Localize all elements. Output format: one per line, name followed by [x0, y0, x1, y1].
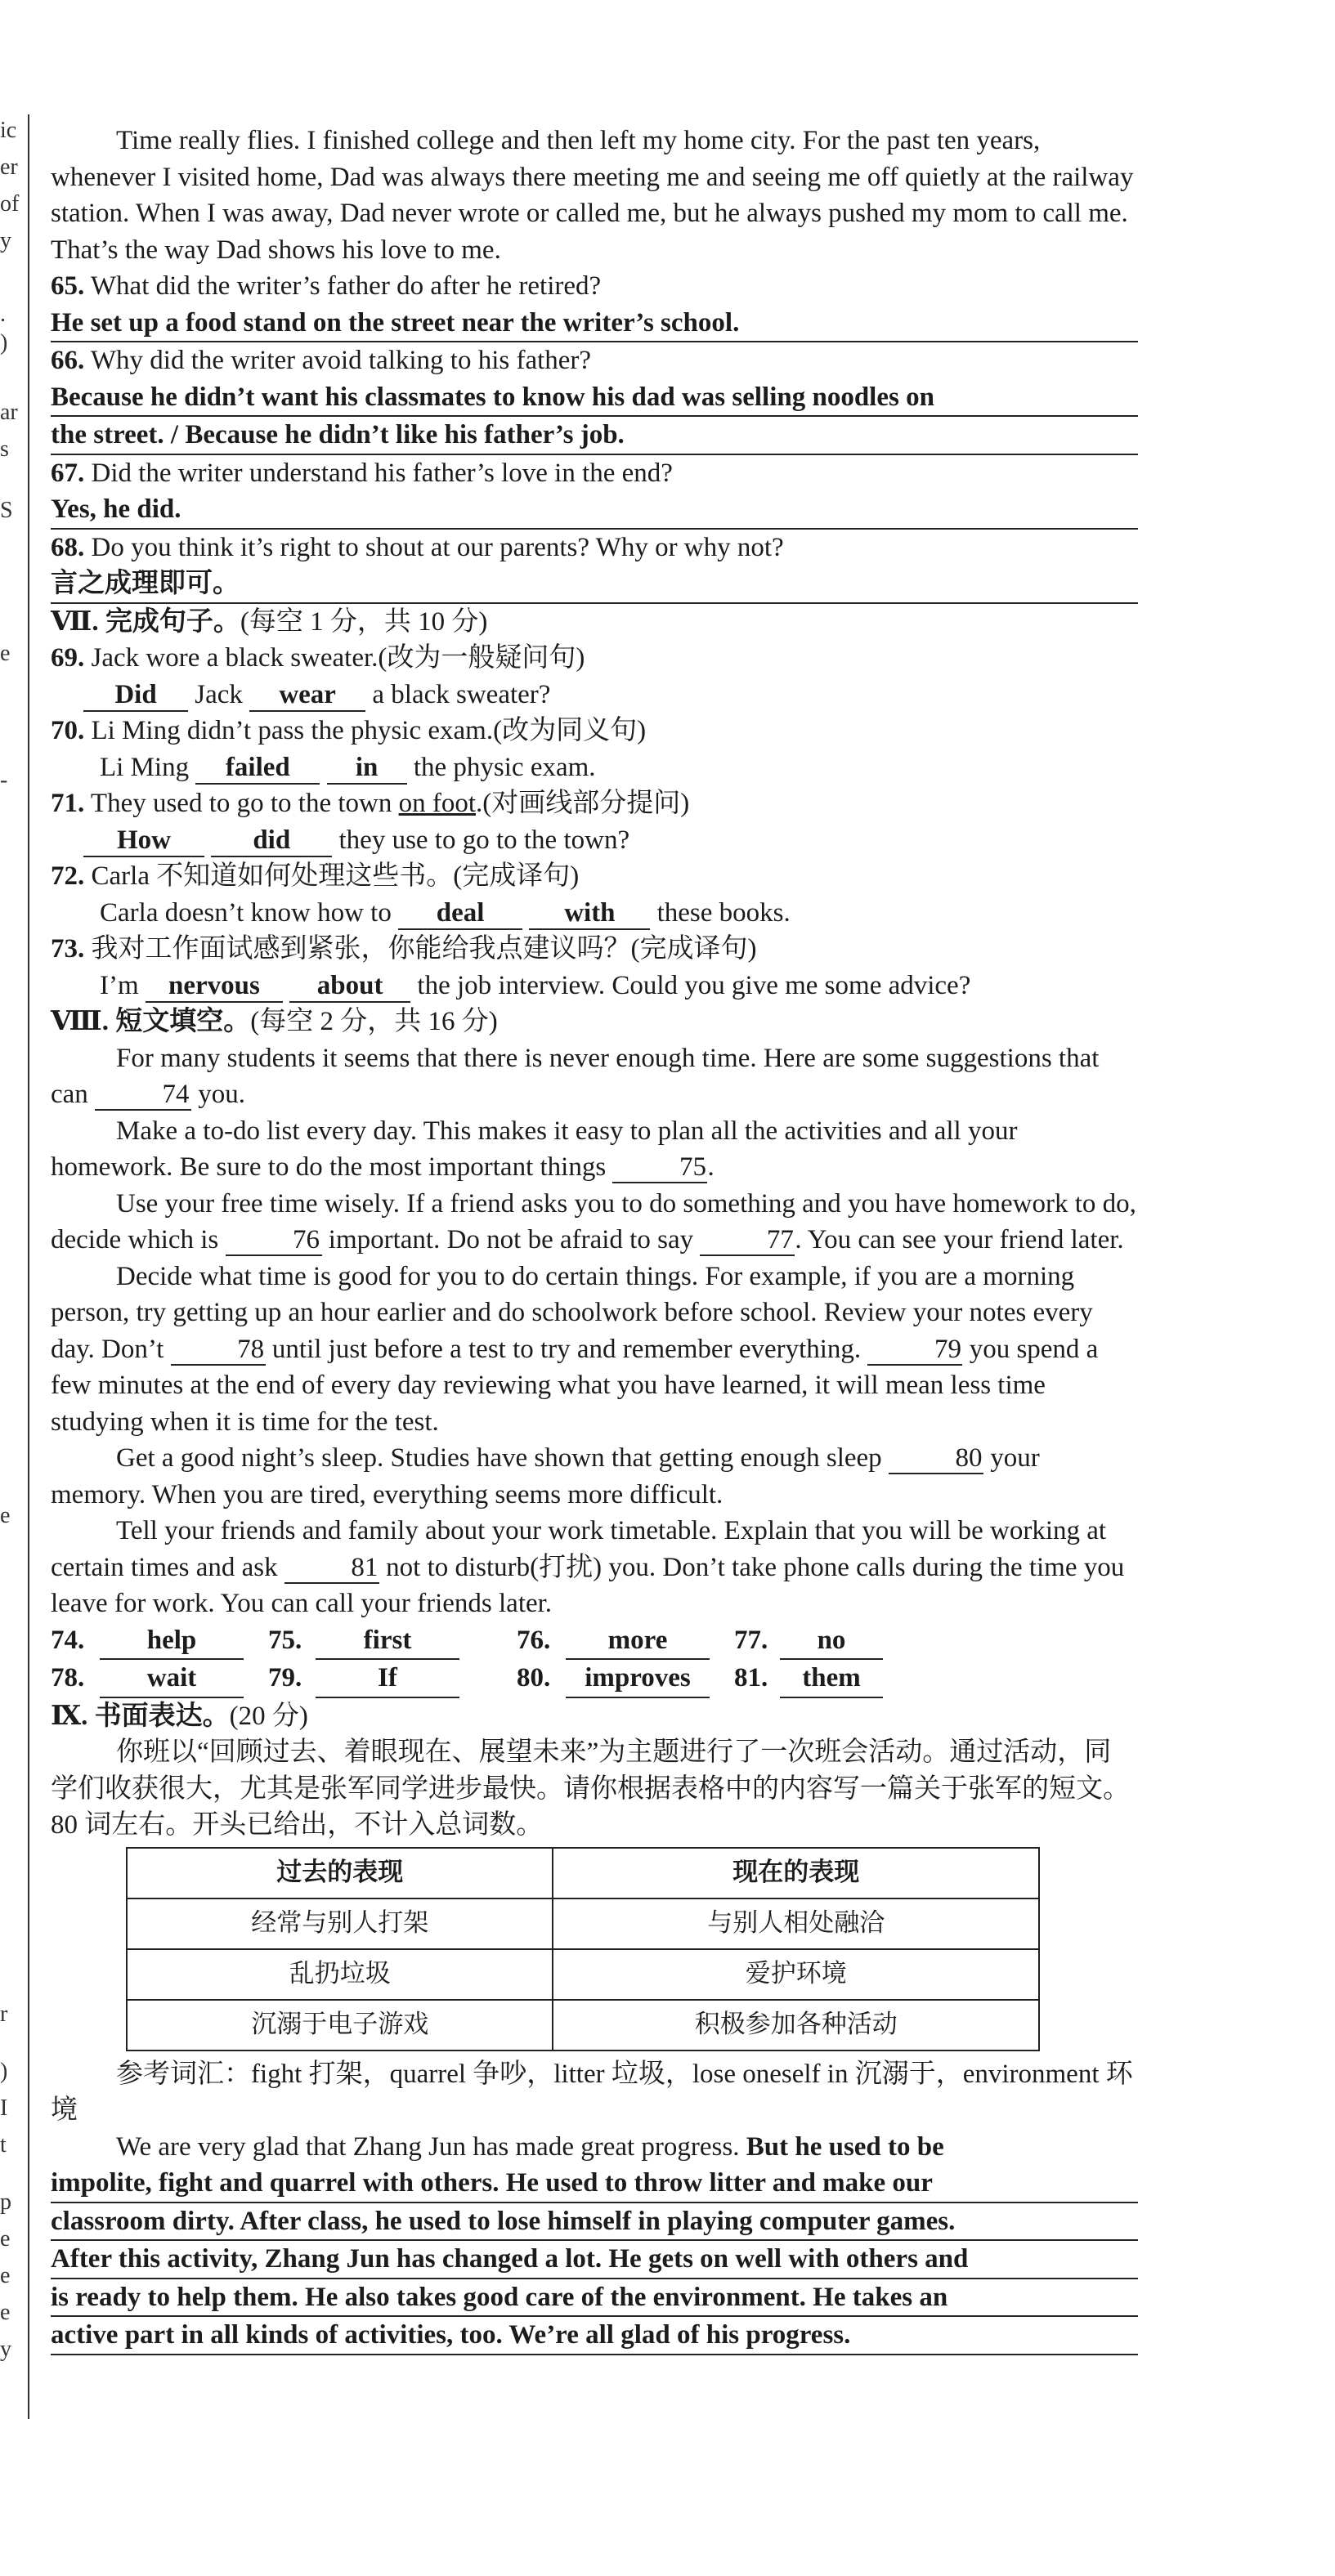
column-header: 过去的表现	[127, 1848, 553, 1898]
margin-fragment: e	[0, 2226, 11, 2252]
essay-opening: We are very glad that Zhang Jun has made great progress.	[116, 2131, 746, 2162]
question-72	[51, 858, 1138, 895]
answer-word: wait	[100, 1660, 244, 1698]
vocabulary-hints: 参考词汇：fight 打架，quarrel 争吵，litter 垃圾，lose oneself in 沉溺于，environment 环境	[51, 2059, 1133, 2125]
instruction: (完成译句)	[630, 934, 757, 964]
margin-rule	[28, 114, 29, 2419]
instruction: (完成译句)	[453, 861, 580, 891]
fill-blank: about	[289, 970, 410, 1003]
margin-fragment: .	[0, 302, 6, 327]
question-number: 72.	[51, 861, 85, 891]
section-points: (20 分)	[229, 1701, 308, 1731]
margin-fragment: t	[0, 2132, 7, 2158]
table-cell: 积极参加各种活动	[553, 2000, 1039, 2051]
passage-paragraph-4	[51, 1259, 1138, 1441]
margin-fragment: e	[0, 641, 11, 666]
question-69	[51, 640, 1138, 677]
section-title: Ⅷ. 短文填空。	[51, 1007, 251, 1036]
answer-73	[51, 968, 1138, 1004]
passage-text: you spend a few minutes at the end of every day reviewing what you have learned, it will mean less time studying when it is time for the test.	[51, 1334, 1099, 1437]
essay-line	[51, 2317, 1138, 2355]
margin-fragment: I	[0, 2095, 8, 2121]
passage-text: important. Do not be afraid to say	[328, 1225, 694, 1254]
passage-paragraph-1	[51, 1040, 1138, 1113]
section-title: Ⅸ. 书面表达。	[51, 1701, 230, 1731]
numbered-blank: 76	[226, 1225, 322, 1256]
passage-text: For many students it seems that there is never enough time. Here are some suggestions that can	[51, 1043, 1100, 1109]
answer-word: first	[316, 1622, 459, 1661]
essay-first-line	[51, 2129, 1138, 2166]
question-71	[51, 785, 1138, 822]
table-cell: 与别人相处融洽	[553, 1898, 1039, 1949]
margin-fragment: e	[0, 1503, 11, 1528]
passage-paragraph-5	[51, 1440, 1138, 1513]
underlined-phrase: on foot	[398, 789, 477, 818]
table-cell: 爱护环境	[553, 1949, 1039, 2000]
writing-prompt: 你班以“回顾过去、着眼现在、展望未来”为主题进行了一次班会活动。通过活动，同学们收获很大，尤其是张军同学进步最快。请你根据表格中的内容写一篇关于张军的短文。80 词左右。开头已给出，不计入总词数。	[51, 1737, 1130, 1840]
question-number: 70.	[51, 716, 85, 745]
margin-fragment: )	[0, 330, 8, 356]
fill-blank: did	[211, 825, 332, 857]
passage-text: not to disturb(打扰) you. Don’t take phone calls during the time you leave for work. You can call your friends later.	[51, 1552, 1125, 1618]
fill-blank: failed	[195, 752, 320, 785]
column-header: 现在的表现	[553, 1848, 1039, 1898]
table-cell: 经常与别人打架	[127, 1898, 553, 1949]
table-row	[127, 2000, 1039, 2051]
section-9-heading	[51, 1698, 1138, 1735]
answer-70	[51, 749, 1138, 786]
sentence-part: the physic exam.	[413, 752, 596, 782]
section-title: Ⅶ. 完成句子。	[51, 606, 240, 637]
margin-fragment: y	[0, 228, 11, 253]
sentence-part: a black sweater?	[372, 679, 551, 709]
numbered-blank: 80	[889, 1443, 983, 1474]
answer-word: help	[100, 1622, 244, 1661]
passage-text: Get a good night’s sleep. Studies have shown that getting enough sleep	[116, 1443, 882, 1473]
answer-72	[51, 895, 1138, 932]
numbered-blank: 74	[95, 1080, 191, 1111]
fill-blank: with	[529, 897, 650, 930]
numbered-blank: 81	[284, 1553, 379, 1584]
sentence-part: the job interview. Could you give me some advice?	[417, 970, 971, 1000]
answer-number: 76.	[517, 1625, 551, 1655]
sentence-part: Jack	[195, 679, 243, 709]
numbered-blank: 77	[700, 1225, 795, 1256]
passage-text: Make a to-do list every day. This makes it easy to plan all the activities and all your homework. Be sure to do the most important things	[51, 1116, 1018, 1182]
margin-fragment: )	[0, 2059, 8, 2084]
margin-fragment: e	[0, 2300, 11, 2325]
numbered-blank: 75	[612, 1152, 707, 1183]
answer-number: 77.	[734, 1625, 768, 1655]
answer-word: more	[566, 1622, 710, 1661]
numbered-blank: 78	[171, 1335, 266, 1366]
question-number: 71.	[51, 789, 85, 818]
margin-fragment: -	[0, 767, 8, 793]
passage-text: your memory. When you are tired, everything seems more difficult.	[51, 1443, 1040, 1509]
margin-fragment: s	[0, 436, 9, 462]
instruction: (改为一般疑问句)	[378, 643, 585, 673]
question-number: 73.	[51, 934, 85, 964]
section-8-heading	[51, 1004, 1138, 1040]
question-66	[51, 342, 1138, 379]
fill-blank: nervous	[146, 970, 283, 1003]
essay-line	[51, 2279, 1138, 2318]
margin-fragment: y	[0, 2337, 11, 2362]
question-number: 68.	[51, 532, 85, 562]
passage-paragraph-2	[51, 1113, 1138, 1186]
question-70	[51, 713, 1138, 749]
question-text: 我对工作面试感到紧张，你能给我点建议吗？	[91, 934, 631, 964]
fill-blank: Did	[83, 679, 188, 712]
table-row	[127, 1949, 1039, 2000]
question-number: 67.	[51, 458, 85, 488]
essay-line	[51, 2203, 1138, 2242]
passage-text: Tell your friends and family about your work timetable. Explain that you will be working at certain times and ask	[51, 1516, 1107, 1582]
margin-fragment: r	[0, 2001, 8, 2027]
fill-blank: How	[83, 825, 204, 857]
essay-line	[51, 2165, 1138, 2203]
question-73	[51, 931, 1138, 968]
passage-text: until just before a test to try and remember everything.	[271, 1334, 862, 1364]
answer-number: 78.	[51, 1663, 85, 1693]
passage-text: Use your free time wisely. If a friend asks you to do something and you have homework to do, decide which is	[51, 1188, 1136, 1254]
answer-word: If	[316, 1660, 459, 1698]
fill-blank: in	[327, 752, 407, 785]
passage-paragraph-3	[51, 1186, 1138, 1259]
question-text: Jack wore a black sweater.	[91, 643, 379, 673]
essay-answer-text: active part in all kinds of activities, too. We’re all glad of his progress.	[51, 2320, 851, 2350]
answer-number: 80.	[517, 1663, 551, 1693]
passage-text: Decide what time is good for you to do certain things. For example, if you are a morning person, try getting up an hour earlier and do schoolwork before school. Review your notes every day. Don’t	[51, 1261, 1093, 1364]
table-row	[127, 1898, 1039, 1949]
answer-number: 79.	[268, 1663, 302, 1693]
section-7-heading	[51, 604, 1138, 641]
answer-word: improves	[566, 1660, 710, 1698]
answer-66-line1: Because he didn’t want his classmates to know his dad was selling noodles on	[51, 379, 1138, 418]
question-text: What did the writer’s father do after he retired?	[90, 271, 602, 301]
question-number: 65.	[51, 271, 85, 301]
sentence-part: Carla doesn’t know how to	[100, 897, 392, 928]
answer-71	[51, 822, 1138, 859]
answer-69	[51, 677, 1138, 713]
margin-fragment: er	[0, 154, 18, 180]
instruction: (改为同义句)	[493, 716, 647, 745]
question-65	[51, 268, 1138, 305]
answer-66-line2: the street. / Because he didn’t like his father’s job.	[51, 417, 1138, 455]
answer-65: He set up a food stand on the street near the writer’s school.	[51, 305, 1138, 343]
answer-word: them	[780, 1660, 883, 1698]
table-cell: 乱扔垃圾	[127, 1949, 553, 2000]
performance-table	[126, 1847, 1040, 2051]
sentence-part: they use to go to the town?	[338, 825, 630, 855]
instruction: (对画线部分提问)	[482, 789, 690, 818]
passage-text: you.	[198, 1080, 246, 1109]
margin-fragment: p	[0, 2189, 11, 2215]
answer-grid	[51, 1622, 1138, 1698]
question-text: Carla 不知道如何处理这些书。	[91, 861, 454, 891]
table-header-row	[127, 1848, 1039, 1898]
story-paragraph: Time really flies. I finished college and then left my home city. For the past ten years, whenever I visited home, Dad was always there meeting me and seeing me off quietly at the railway station. When I was away, Dad never wrote or called me, but he always pushed my mom to call me. That’s the way Dad shows his love to me.	[51, 126, 1134, 265]
passage-text: . You can see your friend later.	[795, 1225, 1124, 1254]
question-text: They used to go to the town	[90, 789, 392, 818]
question-67	[51, 455, 1138, 492]
essay-answer-text: classroom dirty. After class, he used to lose himself in playing computer games.	[51, 2206, 956, 2236]
question-number: 69.	[51, 643, 85, 673]
question-number: 66.	[51, 346, 85, 375]
section-points: (每空 2 分，共 16 分)	[250, 1007, 498, 1036]
answer-number: 74.	[51, 1625, 85, 1655]
essay-answer-text: But he used to be	[746, 2131, 944, 2162]
fill-blank: deal	[398, 897, 522, 930]
essay-answer-text: is ready to help them. He also takes good care of the environment. He takes an	[51, 2282, 948, 2312]
essay-answer-text: impolite, fight and quarrel with others. He used to throw litter and make our	[51, 2168, 933, 2198]
section-points: (每空 1 分，共 10 分)	[240, 606, 488, 637]
table-cell: 沉溺于电子游戏	[127, 2000, 553, 2051]
margin-fragment: e	[0, 2263, 11, 2288]
margin-fragment: of	[0, 191, 20, 217]
answer-word: no	[780, 1622, 883, 1661]
answer-number: 75.	[268, 1625, 302, 1655]
punct: .	[476, 789, 483, 818]
sentence-part: Li Ming	[100, 752, 190, 782]
model-essay	[51, 2129, 1138, 2355]
answer-68: 言之成理即可。	[51, 566, 1138, 604]
essay-line	[51, 2241, 1138, 2279]
sentence-part: these books.	[656, 897, 791, 928]
margin-fragment: ar	[0, 400, 18, 425]
answer-number: 81.	[734, 1663, 768, 1693]
answer-67: Yes, he did.	[51, 491, 1138, 530]
margin-fragment: ic	[0, 118, 17, 143]
margin-fragment: S	[0, 498, 13, 523]
fill-blank: wear	[249, 679, 365, 712]
passage-text: .	[707, 1152, 715, 1182]
question-text: Why did the writer avoid talking to his father?	[90, 346, 592, 375]
numbered-blank: 79	[867, 1335, 962, 1366]
sentence-part: I’m	[100, 970, 139, 1000]
question-text: Do you think it’s right to shout at our parents? Why or why not?	[91, 532, 784, 562]
page-content	[51, 123, 1138, 2355]
question-text: Li Ming didn’t pass the physic exam.	[91, 716, 494, 745]
essay-answer-text: After this activity, Zhang Jun has changed a lot. He gets on well with others and	[51, 2244, 969, 2274]
question-text: Did the writer understand his father’s love in the end?	[91, 458, 673, 488]
question-68	[51, 530, 1138, 566]
passage-paragraph-6	[51, 1513, 1138, 1622]
